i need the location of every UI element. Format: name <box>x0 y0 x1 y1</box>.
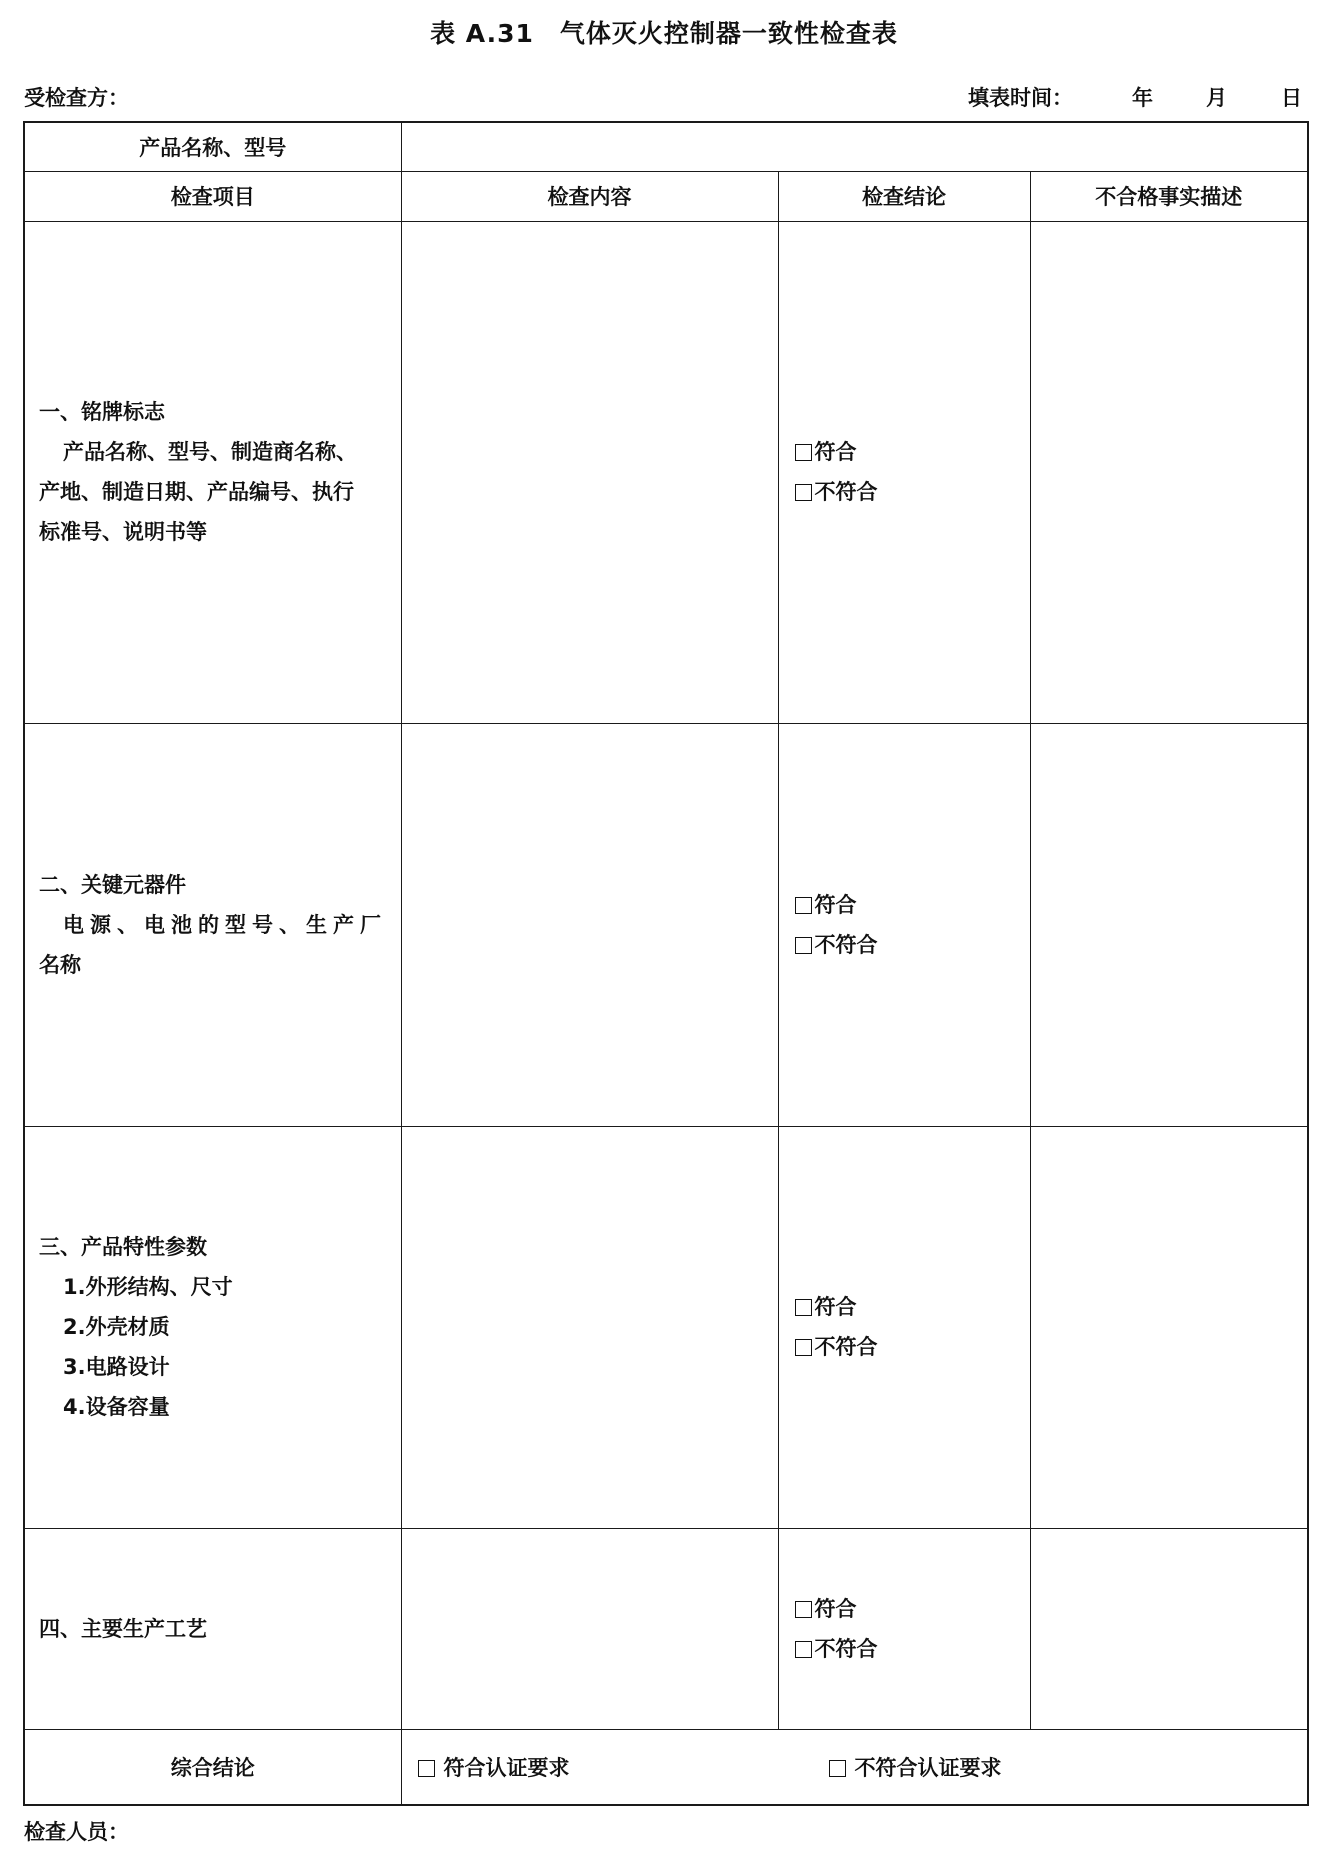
column-header-conclusion: 检查结论 <box>778 171 1030 221</box>
inspection-content-cell[interactable] <box>401 221 778 723</box>
option-conform[interactable]: 符合 <box>795 1287 1030 1327</box>
item-detail: 产地、制造日期、产品编号、执行 <box>39 480 354 504</box>
column-header-row <box>24 171 1308 221</box>
option-conform[interactable]: 符合 <box>795 885 1030 925</box>
checkbox-icon[interactable] <box>829 1760 846 1777</box>
column-header-item: 检查项目 <box>24 171 401 221</box>
inspection-content-cell[interactable] <box>401 723 778 1126</box>
checkbox-icon[interactable] <box>795 1339 812 1356</box>
option-nonconform[interactable]: 不符合 <box>795 1629 1030 1669</box>
item-detail: 标准号、说明书等 <box>39 520 207 544</box>
inspection-content-cell[interactable] <box>401 1528 778 1729</box>
table-row <box>24 723 1308 1126</box>
conclusion-cell <box>778 1528 1030 1729</box>
item-detail: 电源、电池的型号、生产厂 <box>63 912 387 937</box>
year-label: 年 <box>1132 86 1153 110</box>
table-row <box>24 221 1308 723</box>
checkbox-icon[interactable] <box>795 484 812 501</box>
checkbox-icon[interactable] <box>795 1299 812 1316</box>
item-heading: 一、铭牌标志 <box>39 400 165 424</box>
column-header-nonconformity: 不合格事实描述 <box>1030 171 1308 221</box>
nonconformity-description-cell[interactable] <box>1030 221 1308 723</box>
conclusion-cell <box>778 1126 1030 1528</box>
inspector-label: 检查人员： <box>24 1820 129 1844</box>
option-nonconform[interactable]: 不符合 <box>795 925 1030 965</box>
summary-label: 综合结论 <box>24 1729 401 1805</box>
table-row <box>24 1126 1308 1528</box>
item-detail: 3.电路设计 <box>63 1355 170 1379</box>
option-nonconform[interactable]: 不符合 <box>795 472 1030 512</box>
checkbox-icon[interactable] <box>795 1601 812 1618</box>
product-name-field[interactable] <box>401 122 1308 171</box>
nonconformity-description-cell[interactable] <box>1030 723 1308 1126</box>
option-conform[interactable]: 符合 <box>795 1589 1030 1629</box>
checkbox-icon[interactable] <box>418 1760 435 1777</box>
checkbox-icon[interactable] <box>795 937 812 954</box>
day-label: 日 <box>1281 86 1302 110</box>
inspection-content-cell[interactable] <box>401 1126 778 1528</box>
fill-time-label: 填表时间： <box>968 86 1073 110</box>
conclusion-cell <box>778 221 1030 723</box>
item-detail: 4.设备容量 <box>63 1395 170 1419</box>
product-row <box>24 122 1308 171</box>
inspection-item-cell <box>24 723 401 1126</box>
inspection-item-cell <box>24 221 401 723</box>
page-title: 表 A.31 气体灭火控制器一致性检查表 <box>430 19 898 48</box>
item-heading: 四、主要生产工艺 <box>39 1616 207 1641</box>
summary-row <box>24 1729 1308 1805</box>
inspection-table <box>23 121 1309 1806</box>
item-detail: 2.外壳材质 <box>63 1315 170 1339</box>
checkbox-icon[interactable] <box>795 1641 812 1658</box>
nonconformity-description-cell[interactable] <box>1030 1528 1308 1729</box>
item-detail: 产品名称、型号、制造商名称、 <box>63 440 357 464</box>
option-nonconform[interactable]: 不符合 <box>795 1327 1030 1367</box>
summary-option-conform[interactable]: 符合认证要求 <box>418 1752 570 1782</box>
month-label: 月 <box>1206 86 1227 110</box>
inspection-item-cell <box>24 1528 401 1729</box>
item-heading: 三、产品特性参数 <box>39 1235 207 1259</box>
column-header-content: 检查内容 <box>401 171 778 221</box>
summary-options-cell <box>401 1729 1308 1805</box>
inspection-item-cell <box>24 1126 401 1528</box>
nonconformity-description-cell[interactable] <box>1030 1126 1308 1528</box>
summary-option-nonconform[interactable]: 不符合认证要求 <box>829 1752 1002 1782</box>
table-row <box>24 1528 1308 1729</box>
item-detail: 名称 <box>39 952 81 977</box>
item-detail: 1.外形结构、尺寸 <box>63 1275 233 1299</box>
conclusion-cell <box>778 723 1030 1126</box>
checkbox-icon[interactable] <box>795 897 812 914</box>
checkbox-icon[interactable] <box>795 444 812 461</box>
item-heading: 二、关键元器件 <box>39 872 186 897</box>
option-conform[interactable]: 符合 <box>795 432 1030 472</box>
inspected-party-label: 受检查方： <box>24 86 129 110</box>
product-label: 产品名称、型号 <box>24 122 401 171</box>
